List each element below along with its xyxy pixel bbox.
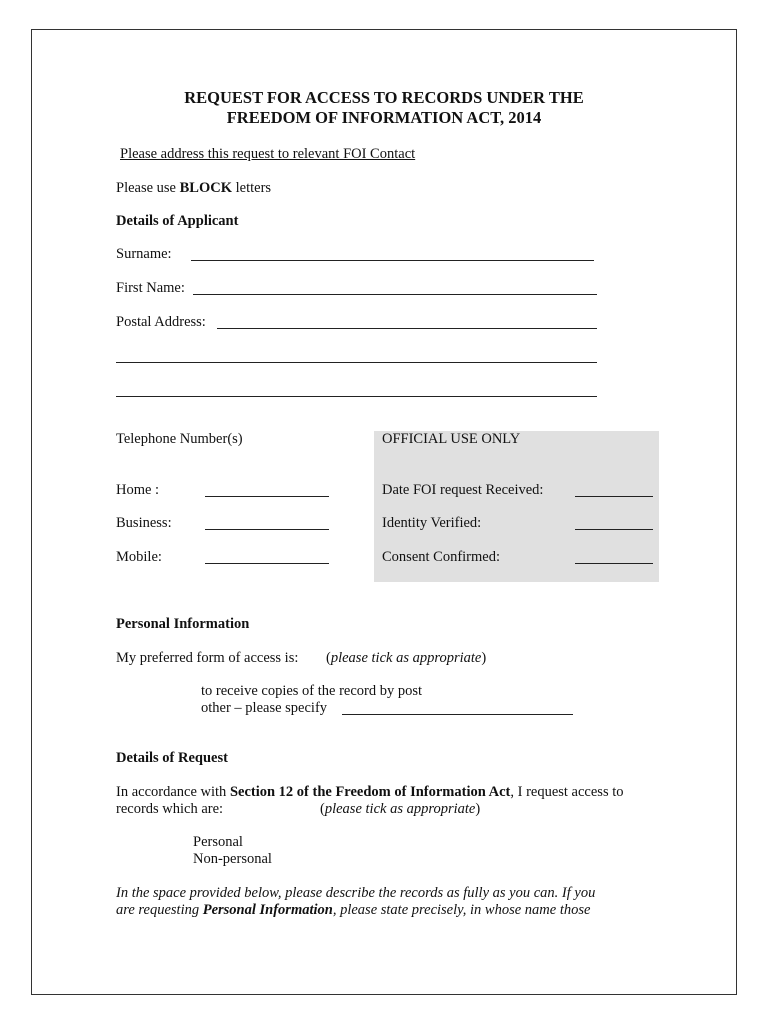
block-note-prefix: Please use [116, 180, 180, 196]
request-paragraph-line-2: records which are: [116, 801, 224, 817]
request-paragraph-line-1 [116, 784, 624, 801]
form-title-line-1: REQUEST FOR ACCESS TO RECORDS UNDER THE [184, 88, 584, 107]
option-post-label[interactable]: to receive copies of the record by post [201, 683, 423, 699]
official-use-heading: OFFICIAL USE ONLY [382, 431, 521, 447]
option-other-label[interactable]: other – please specify [201, 700, 328, 716]
preferred-form-label: My preferred form of access is: [116, 650, 299, 666]
tick-note-italic-2: please tick as appropriate [324, 801, 476, 817]
tick-note-close: ) [481, 650, 487, 666]
telephone-heading: Telephone Number(s) [116, 431, 243, 447]
option-personal-label[interactable]: Personal [193, 834, 243, 850]
applicant-heading: Details of Applicant [116, 213, 239, 229]
first-name-field[interactable] [193, 294, 597, 295]
date-received-field[interactable] [575, 496, 653, 497]
tick-note-open: ( [326, 650, 331, 666]
consent-confirmed-label: Consent Confirmed: [382, 549, 501, 565]
postal-address-label: Postal Address: [116, 314, 206, 330]
postal-address-field-1[interactable] [217, 328, 597, 329]
identity-verified-label: Identity Verified: [382, 515, 482, 531]
tick-note-italic: please tick as appropriate [330, 650, 482, 666]
consent-confirmed-field[interactable] [575, 563, 653, 564]
block-note-suffix: letters [232, 180, 272, 196]
instr-prefix: are requesting [116, 902, 203, 918]
instr-suffix: , please state precisely, in whose name those [332, 902, 591, 918]
option-other-specify-field[interactable] [342, 714, 573, 715]
first-name-label: First Name: [116, 280, 185, 296]
identity-verified-field[interactable] [575, 529, 653, 530]
business-phone-field[interactable] [205, 529, 329, 530]
postal-address-field-2[interactable] [116, 362, 597, 363]
home-label: Home : [116, 482, 160, 498]
para-bold: Section 12 of the Freedom of Information Act [229, 784, 511, 800]
address-note: Please address this request to relevant FOI Contact [120, 146, 416, 162]
postal-address-field-3[interactable] [116, 396, 597, 397]
para-prefix: In accordance with [116, 784, 230, 800]
tick-note-open-2: ( [320, 801, 325, 817]
preferred-form-tick-note [326, 650, 486, 667]
personal-info-heading: Personal Information [116, 616, 250, 632]
mobile-phone-field[interactable] [205, 563, 329, 564]
mobile-label: Mobile: [116, 549, 162, 565]
request-heading: Details of Request [116, 750, 228, 766]
option-nonpersonal-label[interactable]: Non-personal [193, 851, 272, 867]
business-label: Business: [116, 515, 172, 531]
block-letters-note [116, 180, 271, 197]
surname-field[interactable] [191, 260, 594, 261]
instructions-line-1: In the space provided below, please describe the records as fully as you can. If you [116, 885, 596, 901]
home-phone-field[interactable] [205, 496, 329, 497]
request-tick-note [320, 801, 480, 818]
instructions-line-2 [116, 902, 590, 919]
para-suffix: , I request access to [510, 784, 624, 800]
surname-label: Surname: [116, 246, 172, 262]
form-title-line-2: FREEDOM OF INFORMATION ACT, 2014 [226, 108, 542, 127]
block-note-bold: BLOCK [179, 180, 232, 196]
tick-note-close-2: ) [475, 801, 481, 817]
date-received-label: Date FOI request Received: [382, 482, 544, 498]
instr-bold: Personal Information [202, 902, 333, 918]
